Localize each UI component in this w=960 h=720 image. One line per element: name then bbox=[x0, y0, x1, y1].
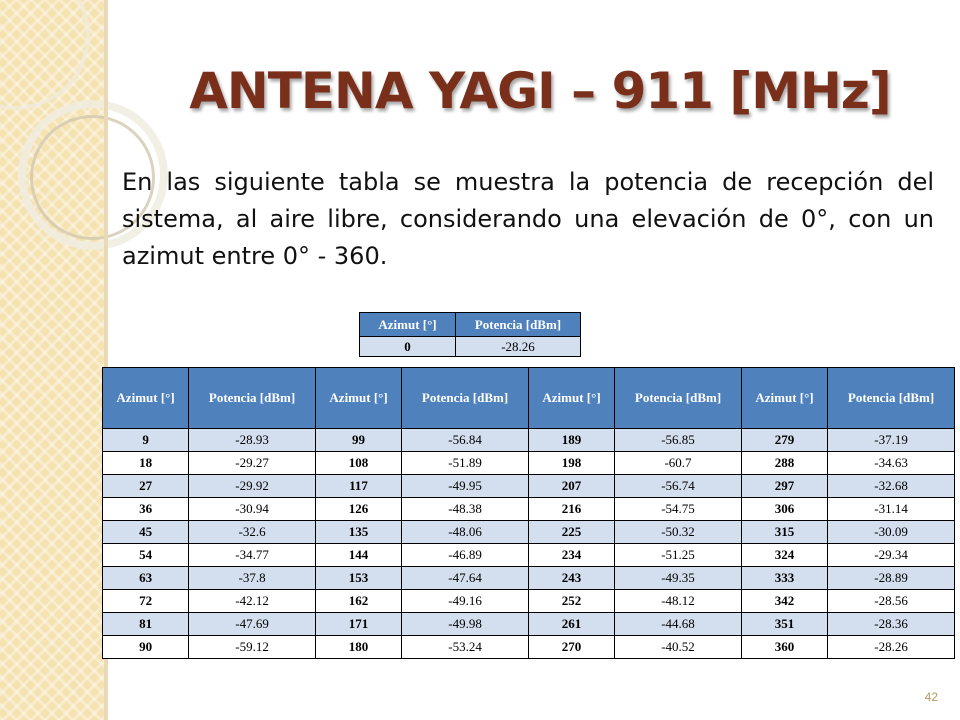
header-potencia: Potencia [dBm] bbox=[456, 313, 581, 337]
azimut-cell: 261 bbox=[528, 613, 614, 636]
azimut-cell: 279 bbox=[741, 429, 827, 452]
header-potencia: Potencia [dBm] bbox=[189, 368, 316, 429]
header-azimut: Azimut [°] bbox=[315, 368, 401, 429]
potencia-cell: -49.98 bbox=[402, 613, 529, 636]
header-potencia: Potencia [dBm] bbox=[828, 368, 955, 429]
potencia-cell: -48.06 bbox=[402, 521, 529, 544]
azimut-cell: 351 bbox=[741, 613, 827, 636]
potencia-cell: -46.89 bbox=[402, 544, 529, 567]
azimut-cell: 27 bbox=[103, 475, 189, 498]
azimut-cell: 45 bbox=[103, 521, 189, 544]
intro-paragraph: En las siguiente tabla se muestra la potencia de recepción del sistema, al aire libre, considerando una elevación de 0°, con un azimut entre 0° - 360. bbox=[122, 168, 934, 270]
azimut-cell: 234 bbox=[528, 544, 614, 567]
azimut-cell: 90 bbox=[103, 636, 189, 659]
azimut-cell: 81 bbox=[103, 613, 189, 636]
azimut-cell: 297 bbox=[741, 475, 827, 498]
potencia-cell: -30.94 bbox=[189, 498, 316, 521]
potencia-cell: -59.12 bbox=[189, 636, 316, 659]
potencia-cell: -32.6 bbox=[189, 521, 316, 544]
potencia-cell: -48.12 bbox=[615, 590, 742, 613]
azimut-cell: 333 bbox=[741, 567, 827, 590]
table-row bbox=[103, 452, 955, 475]
azimut-cell: 54 bbox=[103, 544, 189, 567]
azimut-cell: 63 bbox=[103, 567, 189, 590]
header-potencia: Potencia [dBm] bbox=[402, 368, 529, 429]
azimut-cell: 99 bbox=[315, 429, 401, 452]
table-row bbox=[103, 498, 955, 521]
potencia-cell: -31.14 bbox=[828, 498, 955, 521]
azimut-cell: 324 bbox=[741, 544, 827, 567]
azimut-cell: 315 bbox=[741, 521, 827, 544]
azimut-cell: 162 bbox=[315, 590, 401, 613]
azimut-cell: 342 bbox=[741, 590, 827, 613]
table-row bbox=[103, 636, 955, 659]
azimut-cell: 306 bbox=[741, 498, 827, 521]
table-row bbox=[103, 521, 955, 544]
table-row bbox=[103, 590, 955, 613]
azimut-cell: 207 bbox=[528, 475, 614, 498]
azimut-cell: 18 bbox=[103, 452, 189, 475]
potencia-cell: -42.12 bbox=[189, 590, 316, 613]
azimut-cell: 117 bbox=[315, 475, 401, 498]
azimut-cell: 225 bbox=[528, 521, 614, 544]
power-azimuth-table bbox=[102, 367, 955, 659]
table-row bbox=[360, 337, 581, 357]
header-azimut: Azimut [°] bbox=[741, 368, 827, 429]
table-header-row bbox=[103, 368, 955, 429]
azimut-cell: 360 bbox=[741, 636, 827, 659]
potencia-cell: -51.25 bbox=[615, 544, 742, 567]
potencia-cell: -28.56 bbox=[828, 590, 955, 613]
table-row bbox=[103, 429, 955, 452]
potencia-cell: -29.34 bbox=[828, 544, 955, 567]
slide-title: ANTENA YAGI – 911 [MHz] bbox=[189, 62, 891, 120]
azimut-cell: 216 bbox=[528, 498, 614, 521]
potencia-cell: -30.09 bbox=[828, 521, 955, 544]
potencia-cell: -54.75 bbox=[615, 498, 742, 521]
potencia-cell: -56.85 bbox=[615, 429, 742, 452]
potencia-cell: -48.38 bbox=[402, 498, 529, 521]
potencia-cell: -29.27 bbox=[189, 452, 316, 475]
potencia-cell: -37.19 bbox=[828, 429, 955, 452]
potencia-cell: -49.16 bbox=[402, 590, 529, 613]
azimut-cell: 126 bbox=[315, 498, 401, 521]
azimut-cell: 171 bbox=[315, 613, 401, 636]
potencia-cell: -28.36 bbox=[828, 613, 955, 636]
header-azimut: Azimut [°] bbox=[528, 368, 614, 429]
potencia-cell: -28.26 bbox=[828, 636, 955, 659]
potencia-cell: -34.63 bbox=[828, 452, 955, 475]
azimut-cell: 9 bbox=[103, 429, 189, 452]
table-header-row bbox=[360, 313, 581, 337]
potencia-cell: -49.35 bbox=[615, 567, 742, 590]
potencia-cell: -56.74 bbox=[615, 475, 742, 498]
potencia-cell: -53.24 bbox=[402, 636, 529, 659]
potencia-cell: -37.8 bbox=[189, 567, 316, 590]
azimut-cell: 252 bbox=[528, 590, 614, 613]
potencia-cell: -28.89 bbox=[828, 567, 955, 590]
azimut-cell: 135 bbox=[315, 521, 401, 544]
table-row bbox=[103, 613, 955, 636]
potencia-cell: -44.68 bbox=[615, 613, 742, 636]
potencia-cell: -32.68 bbox=[828, 475, 955, 498]
table-row bbox=[103, 544, 955, 567]
table-row bbox=[103, 475, 955, 498]
potencia-cell: -47.64 bbox=[402, 567, 529, 590]
potencia-cell: -51.89 bbox=[402, 452, 529, 475]
azimut-cell: 0 bbox=[360, 337, 456, 357]
potencia-cell: -49.95 bbox=[402, 475, 529, 498]
azimut-cell: 189 bbox=[528, 429, 614, 452]
potencia-cell: -47.69 bbox=[189, 613, 316, 636]
azimut-cell: 153 bbox=[315, 567, 401, 590]
table-row bbox=[103, 567, 955, 590]
azimut-cell: 108 bbox=[315, 452, 401, 475]
initial-value-table bbox=[359, 312, 581, 357]
potencia-cell: -40.52 bbox=[615, 636, 742, 659]
potencia-cell: -60.7 bbox=[615, 452, 742, 475]
azimut-cell: 36 bbox=[103, 498, 189, 521]
azimut-cell: 288 bbox=[741, 452, 827, 475]
potencia-cell: -50.32 bbox=[615, 521, 742, 544]
azimut-cell: 198 bbox=[528, 452, 614, 475]
azimut-cell: 270 bbox=[528, 636, 614, 659]
potencia-cell: -56.84 bbox=[402, 429, 529, 452]
header-azimut: Azimut [°] bbox=[103, 368, 189, 429]
page-number: 42 bbox=[924, 690, 938, 704]
azimut-cell: 144 bbox=[315, 544, 401, 567]
header-azimut: Azimut [°] bbox=[360, 313, 456, 337]
potencia-cell: -28.26 bbox=[456, 337, 581, 357]
potencia-cell: -28.93 bbox=[189, 429, 316, 452]
potencia-cell: -34.77 bbox=[189, 544, 316, 567]
azimut-cell: 72 bbox=[103, 590, 189, 613]
potencia-cell: -29.92 bbox=[189, 475, 316, 498]
header-potencia: Potencia [dBm] bbox=[615, 368, 742, 429]
azimut-cell: 180 bbox=[315, 636, 401, 659]
azimut-cell: 243 bbox=[528, 567, 614, 590]
